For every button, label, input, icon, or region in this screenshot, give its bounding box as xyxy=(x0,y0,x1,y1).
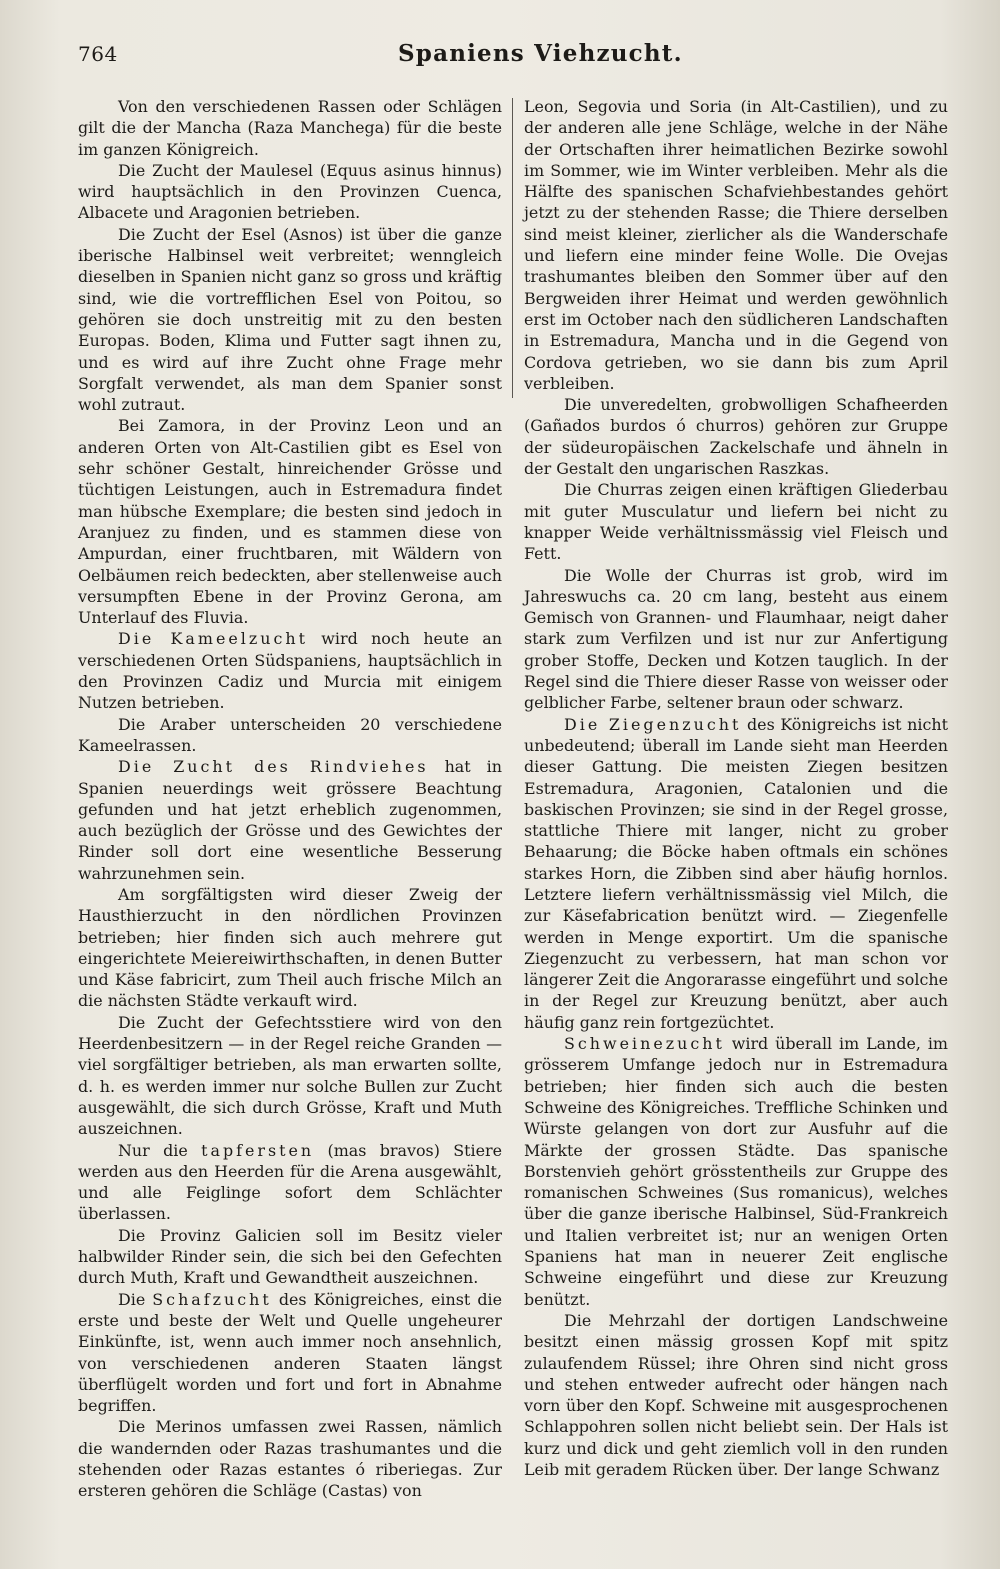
spaced-emphasis: tapfersten xyxy=(201,1140,315,1160)
paragraph-text: Die Araber unterscheiden 20 verschiedene Kameelrassen. xyxy=(78,714,502,755)
paragraph-text: Am sorgfältigsten wird dieser Zweig der Hausthierzucht in den nördlichen Provinzen betrieben; hier finden sich auch mehrere gut eingerichtete Meiereiwirthschaften, in denen Butter und Käse fabricirt, zum Theil auch frische Milch an die nächsten Städte verkauft wird. xyxy=(78,884,502,1011)
left-column xyxy=(78,96,502,1502)
paragraph-text: Die Merinos umfassen zwei Rassen, nämlich die wandernden oder Razas trashumantes und die stehenden oder Razas estantes ó riberiegas. Zur ersteren gehören die Schläge (Castas) von xyxy=(78,1417,502,1501)
text-columns xyxy=(78,96,948,1502)
paragraph-text: des Königreichs ist nicht unbedeutend; überall im Lande sieht man Heerden dieser Gattung. Die meisten Ziegen besitzen Estremadura, Aragonien, Catalonien und die baskischen Provinzen; sie sind in der Regel grosse, stattliche Thiere mit langer, nicht zu grober Behaarung; die Böcke haben oftmals ein schönes starkes Horn, die Zibben sind aber häufig hornlos. Letztere liefern verhältnissmässig viel Milch, die zur Käsefabrication benützt wird. — Ziegenfelle werden in Menge exportirt. Um die spanische Ziegenzucht zu verbessern, hat man schon vor längerer Zeit die Angorarasse eingeführt und solche in der Regel zur Kreuzung benützt, aber auch häufig ganz rein fortgezüchtet. xyxy=(524,714,948,1032)
paragraph xyxy=(524,1033,948,1310)
paragraph-text: Die Zucht der Gefechtsstiere wird von den Heerdenbesitzern — in der Regel reiche Granden — viel sorgfältiger betrieben, als man erwarten sollte, d. h. es werden immer nur solche Bullen zur Zucht ausgewählt, die sich durch Grösse, Kraft und Muth auszeichnen. xyxy=(78,1012,502,1139)
paragraph-text: Die Provinz Galicien soll im Besitz vieler halbwilder Rinder sein, die sich bei den Gefechten durch Muth, Kraft und Gewandtheit auszeichnen. xyxy=(78,1225,502,1288)
paragraph xyxy=(78,96,502,160)
paragraph-text: des Königreiches, einst die erste und beste der Welt und Quelle ungeheurer Einkünfte, ist, wenn auch immer noch ansehnlich, von verschiedenen anderen Staaten längst überflügelt worden und fort und fort in Abnahme begriffen. xyxy=(78,1289,502,1416)
spaced-emphasis: Die Ziegenzucht xyxy=(564,714,742,734)
paragraph xyxy=(78,1416,502,1501)
paragraph xyxy=(78,415,502,628)
paragraph xyxy=(524,1310,948,1480)
paragraph-text: Die Zucht der Maulesel (Equus asinus hinnus) wird hauptsächlich in den Provinzen Cuenca, Albacete und Aragonien betrieben. xyxy=(78,160,502,223)
paragraph-lead: Nur die xyxy=(118,1140,202,1160)
paragraph-text: Die unveredelten, grobwolligen Schafheerden (Gañados burdos ó churros) gehören zur Gruppe der südeuropäischen Zackelschafe und ähneln in der Gestalt den ungarischen Raszkas. xyxy=(524,395,948,479)
right-column xyxy=(524,96,948,1502)
paragraph-text: Die Wolle der Churras ist grob, wird im Jahreswuchs ca. 20 cm lang, besteht aus einem Gemisch von Grannen- und Flaumhaar, neigt daher stark zum Verfilzen und ist nur zur Anfertigung grober Stoffe, Decken und Kotzen tauglich. In der Regel sind die Thiere dieser Rasse von weisser oder gelblicher Farbe, seltener braun oder schwarz. xyxy=(524,565,948,713)
paragraph-text: wird überall im Lande, im grösserem Umfange jedoch nur in Estremadura betrieben; hier finden sich auch die besten Schweine des Königreiches. Treffliche Schinken und Würste gelangen von dort zur Ausfuhr auf die Märkte der grossen Städte. Das spanische Borstenvieh gehört grösstentheils zur Gruppe des romanischen Schweines (Sus romanicus), welches über die ganze iberische Halbinsel, Süd-Frankreich und Italien verbreitet ist; nur an wenigen Orten Spaniens hat man in neuerer Zeit englische Schweine eingeführt und diese zur Kreuzung benützt. xyxy=(524,1034,948,1309)
spaced-emphasis: Die Zucht des Rindviehes xyxy=(118,757,429,777)
paragraph xyxy=(78,224,502,416)
paragraph xyxy=(78,1140,502,1225)
paragraph-text: Bei Zamora, in der Provinz Leon und an anderen Orten von Alt-Castilien gibt es Esel von sehr schöner Gestalt, hinreichender Grösse und tüchtigen Leistungen, auch in Estremadura findet man hübsche Exemplare; die besten sind jedoch in Aranjuez zu finden, und es stammen diese von Ampurdan, einer fruchtbaren, mit Wäldern von Oelbäumen reich bedeckten, aber stellenweise auch versumpften Ebene in der Provinz Gerona, am Unterlauf des Fluvia. xyxy=(78,416,502,628)
paragraph xyxy=(524,565,948,714)
paragraph-text: hat in Spanien neuerdings weit grössere Beachtung gefunden und hat jetzt erheblich zugenommen, auch bezüglich der Grösse und des Gewichtes der Rinder soll dort eine wesentliche Besserung wahrzunehmen sein. xyxy=(78,757,503,883)
spaced-emphasis: Die Kameelzucht xyxy=(118,629,308,649)
paragraph xyxy=(524,96,948,394)
paragraph xyxy=(78,884,502,1012)
paragraph-lead: Die xyxy=(118,1289,153,1309)
paragraph-text: Die Zucht der Esel (Asnos) ist über die ganze iberische Halbinsel weit verbreitet; wenngleich dieselben in Spanien nicht ganz so gross und kräftig sind, wie die vortrefflichen Esel von Poitou, so gehören sie doch unstreitig mit zu den besten Europas. Boden, Klima und Futter sagt ihnen zu, und es wird auf ihre Zucht ohne Frage mehr Sorgfalt verwendet, als man dem Spanier sonst wohl zutraut. xyxy=(78,224,502,415)
page-header xyxy=(78,38,948,74)
paragraph xyxy=(78,756,502,884)
paragraph xyxy=(78,1289,502,1417)
paragraph-text: wird noch heute an verschiedenen Orten Südspaniens, hauptsächlich in den Provinzen Cadiz und Murcia mit einigem Nutzen betrieben. xyxy=(78,629,502,713)
paragraph-text: Die Mehrzahl der dortigen Landschweine besitzt einen mässig grossen Kopf mit spitz zulaufendem Rüssel; ihre Ohren sind nicht gross und stehen entweder aufrecht oder hängen nach vorn über den Kopf. Schweine mit ausgesprochenen Schlappohren sollen nicht beliebt sein. Der Hals ist kurz und dick und geht ziemlich voll in den runden Leib mit geradem Rücken über. Der lange Schwanz xyxy=(524,1310,948,1479)
paragraph xyxy=(78,160,502,224)
paragraph-text: Von den verschiedenen Rassen oder Schlägen gilt die der Mancha (Raza Manchega) für die beste im ganzen Königreich. xyxy=(78,97,502,159)
paragraph xyxy=(524,479,948,564)
paragraph xyxy=(524,714,948,1033)
spaced-emphasis: Schafzucht xyxy=(152,1289,272,1309)
paragraph-text: Die Churras zeigen einen kräftigen Gliederbau mit guter Musculatur und liefern bei nicht zu knapper Weide verhältnissmässig viel Fleisch und Fett. xyxy=(524,480,948,564)
paragraph-text: Leon, Segovia und Soria (in Alt-Castilien), und zu der anderen alle jene Schläge, welche in der Nähe der Ortschaften ihrer heimatlichen Bezirke sowohl im Sommer, wie im Winter verbleiben. Mehr als die Hälfte des spanischen Schafviehbestandes gehört jetzt zu der stehenden Rasse; die Thiere derselben sind meist kleiner, zierlicher als die Wanderschafe und liefern eine minder feine Wolle. Die Ovejas trashumantes bleiben den Sommer über auf den Bergweiden ihrer Heimat und werden gewöhnlich erst im October nach den südlicheren Landschaften in Estremadura, Mancha und in die Gegend von Cordova getrieben, wo sie dann bis zum April verbleiben. xyxy=(524,97,948,393)
paragraph-text: (mas bravos) Stiere werden aus den Heerden für die Arena ausgewählt, und alle Feiglinge sofort dem Schlächter überlassen. xyxy=(78,1140,502,1224)
page-number: 764 xyxy=(78,42,118,66)
paragraph xyxy=(524,394,948,479)
spaced-emphasis: Schweinezucht xyxy=(564,1034,725,1054)
paragraph xyxy=(78,1225,502,1289)
paragraph xyxy=(78,1012,502,1140)
paragraph xyxy=(78,714,502,757)
paragraph xyxy=(78,628,502,713)
running-title: Spaniens Viehzucht. xyxy=(398,40,683,67)
